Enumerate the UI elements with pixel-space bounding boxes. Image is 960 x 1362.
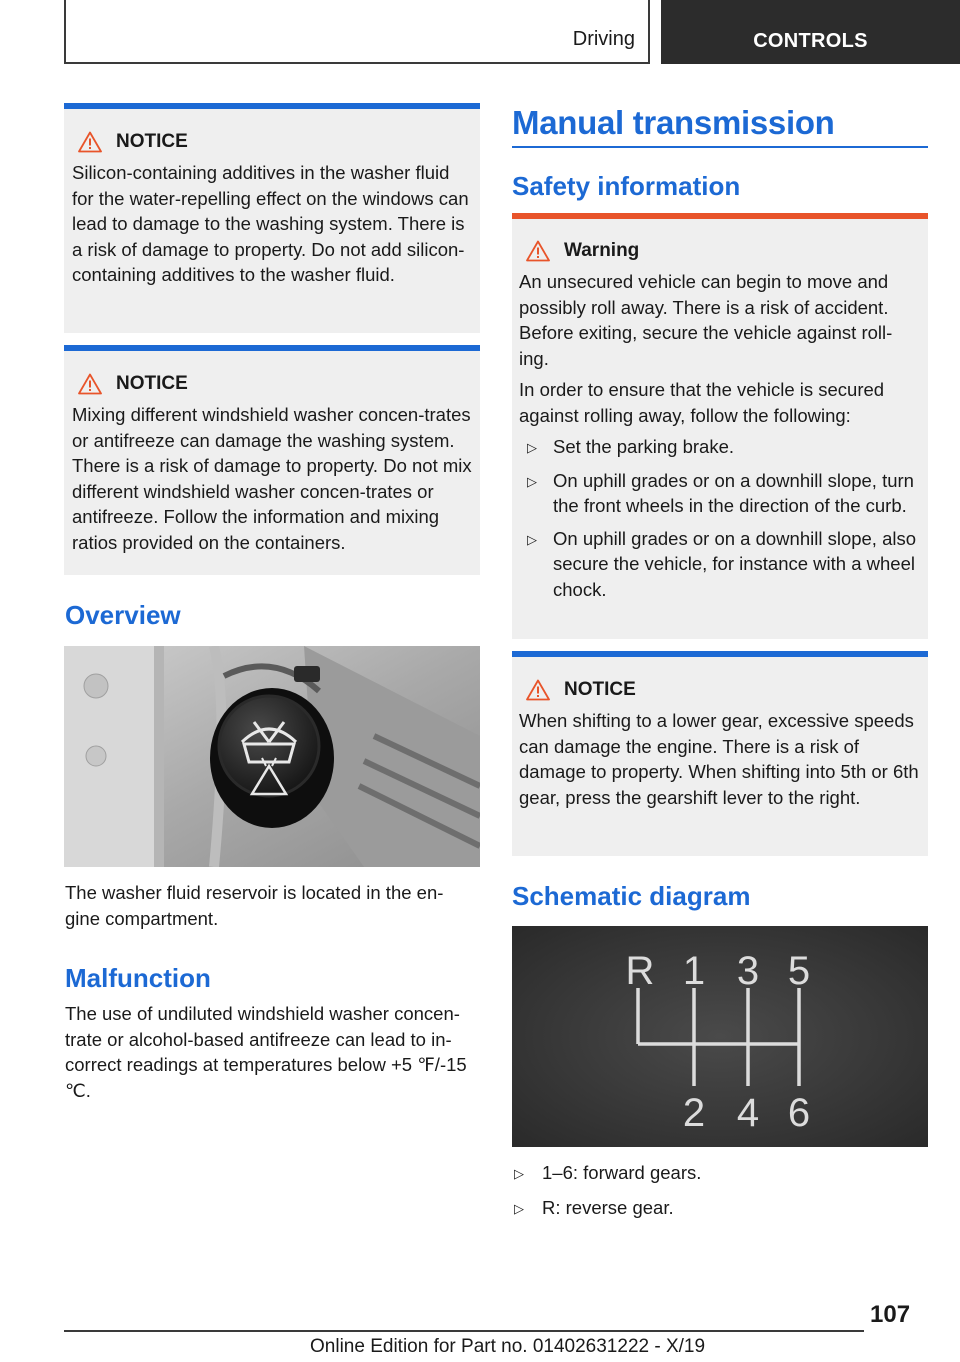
notice-title-text: NOTICE — [564, 679, 636, 700]
notice-text: When shifting to a lower gear, excessive speeds can damage the engine. There is a risk of damage to property. When shifting into 5th or 6th gear, press the gearshift lever to the right. — [519, 710, 919, 808]
list-item — [512, 1195, 928, 1222]
gear-label-r: R — [625, 949, 655, 993]
warning-box-rolling — [512, 213, 928, 639]
washer-reservoir-image — [64, 646, 480, 867]
page-number: 107 — [870, 1301, 911, 1328]
overview-caption: The washer fluid reservoir is located in the en-gine compartment. — [65, 882, 444, 929]
warning-title-text: Warning — [564, 240, 640, 261]
safety-heading: Safety information — [512, 171, 741, 201]
notice-text: Mixing different windshield washer concen-trates or antifreeze can damage the washing system. There is a risk of damage to property. Do not mix different windshield washer concen-trates or antifreeze. Follow the information and mixing ratios provided on the containers. — [72, 404, 472, 553]
list-item — [519, 468, 920, 519]
gear-label-3: 3 — [736, 949, 760, 993]
warning-text — [519, 269, 920, 428]
warning-triangle-icon — [526, 240, 550, 262]
warning-paragraph-2: In order to ensure that the vehicle is secured against rolling away, follow the following: — [519, 379, 885, 426]
bullet-triangle-icon: ▷ — [514, 1200, 524, 1216]
malfunction-heading: Malfunction — [65, 963, 211, 993]
gear-label-2: 2 — [682, 1091, 706, 1135]
notice-bar — [512, 651, 928, 657]
gear-label-4: 4 — [736, 1091, 760, 1135]
list-item-text: On uphill grades or on a downhill slope, turn the front wheels in the direction of the curb. — [553, 469, 914, 516]
notice-title — [519, 679, 920, 701]
list-item-text: Set the parking brake. — [553, 436, 734, 457]
warning-triangle-icon — [78, 373, 102, 395]
notice-box-additives — [64, 103, 480, 333]
notice-bar — [64, 345, 480, 351]
warning-paragraph-1: An unsecured vehicle can begin to move and possibly roll away. There is a risk of accident. Before exiting, secure the vehicle against roll-ing. — [519, 271, 893, 369]
notice-title-text: NOTICE — [116, 131, 188, 152]
notice-text: Silicon-containing additives in the washer fluid for the water-repelling effect on the windows can lead to damage to the washing system. There is a risk of damage to property. Do not add silicon-containing additives to the washer fluid. — [72, 162, 469, 285]
footer-rule — [64, 1330, 864, 1332]
malfunction-text: The use of undiluted windshield washer concen-trate or alcohol-based antifreeze can lead to in-correct readings at temperatures below +5 ℉/-15 ℃. — [65, 1003, 467, 1101]
notice-title — [72, 373, 472, 395]
gear-label-6: 6 — [787, 1091, 811, 1135]
notice-box-downshift — [512, 651, 928, 856]
warning-triangle-icon — [78, 131, 102, 153]
warning-title — [519, 240, 920, 262]
list-item — [519, 526, 920, 603]
header-left-rule — [64, 0, 66, 64]
schematic-heading: Schematic diagram — [512, 881, 751, 911]
warning-triangle-icon — [526, 679, 550, 701]
list-item-text: R: reverse gear. — [542, 1196, 674, 1218]
list-item-text: On uphill grades or on a downhill slope, also secure the vehicle, for instance with a wheel chock. — [553, 527, 917, 600]
notice-title — [72, 131, 472, 153]
gear-shift-diagram — [512, 926, 928, 1147]
bullet-triangle-icon: ▷ — [527, 531, 537, 547]
notice-title-text: NOTICE — [116, 373, 188, 394]
warning-bar — [512, 213, 928, 219]
bullet-triangle-icon: ▷ — [527, 473, 537, 489]
header-section-label: Driving — [572, 28, 635, 50]
overview-heading: Overview — [65, 600, 181, 630]
list-item — [519, 434, 920, 461]
header-divider — [648, 0, 650, 64]
list-item — [512, 1160, 928, 1187]
header-chapter-tab: CONTROLS — [661, 0, 960, 64]
page-title: Manual transmission — [512, 104, 835, 141]
notice-box-mixing — [64, 345, 480, 575]
notice-bar — [64, 103, 480, 109]
gear-legend-list — [512, 1160, 928, 1228]
bullet-triangle-icon: ▷ — [514, 1166, 524, 1181]
gear-label-1: 1 — [682, 949, 706, 993]
footer-edition: Online Edition for Part no. 01402631222 - X/19 — [310, 1336, 706, 1357]
warning-list — [519, 434, 920, 602]
bullet-triangle-icon: ▷ — [527, 440, 537, 455]
header-bottom-rule — [64, 62, 648, 64]
title-rule — [512, 146, 928, 148]
list-item-text: 1–6: forward gears. — [542, 1162, 702, 1183]
gear-label-5: 5 — [787, 949, 811, 993]
